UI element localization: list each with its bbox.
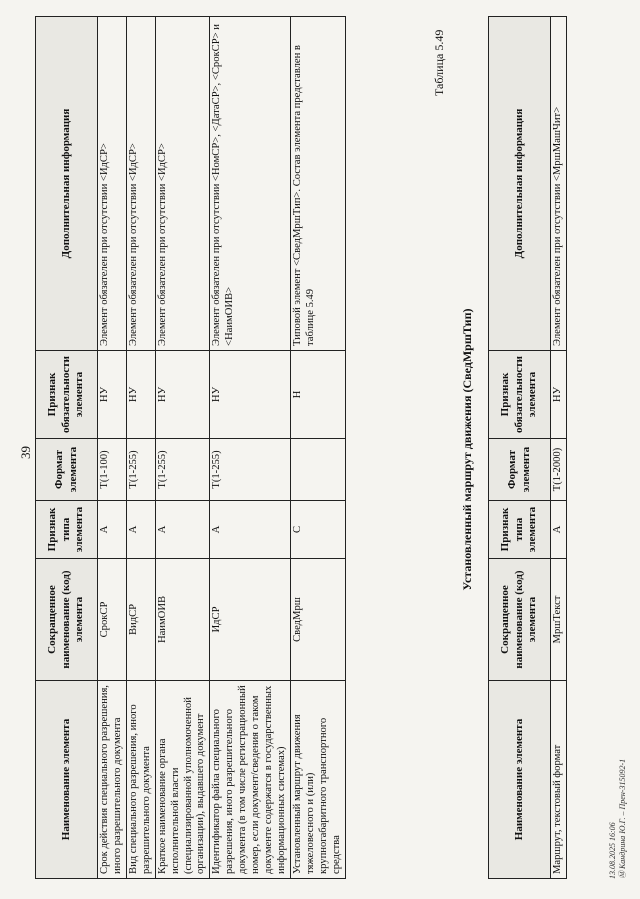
- header-name: Наименование элемента: [36, 681, 98, 879]
- header-type: Признак типа элемента: [36, 501, 98, 559]
- header-info: Дополнительная информация: [489, 17, 551, 351]
- signature-stamp: [608, 759, 629, 879]
- cell-format: T(1-2000): [551, 439, 567, 501]
- cell-format: T(1-255): [155, 439, 210, 501]
- cell-short: МршТекст: [551, 559, 567, 681]
- table-title: Установленный маршрут движения (СведМршТип): [460, 308, 474, 591]
- header-req: Признак обязательности элемента: [489, 351, 551, 439]
- table-row: [98, 17, 127, 879]
- page-number: 39: [18, 446, 33, 459]
- cell-req: НУ: [98, 351, 127, 439]
- cell-format: T(1-100): [98, 439, 127, 501]
- cell-info: Элемент обязателен при отсутствии <МршМашЧит>: [551, 17, 567, 351]
- table-row: [126, 17, 155, 879]
- header-type: Признак типа элемента: [489, 501, 551, 559]
- cell-type: А: [98, 501, 127, 559]
- cell-name: Вид специального разрешения, иного разрешительного документа: [126, 681, 155, 879]
- cell-name: Срок действия специального разрешения, иного разрешительного документа: [98, 681, 127, 879]
- cell-info: Элемент обязателен при отсутствии <ИдСР>: [126, 17, 155, 351]
- stamp-signer: Ⓜ Кандрина Ю.Г. – Прен-315092-1: [618, 758, 628, 879]
- cell-name: Установленный маршрут движения тяжеловесного и (или) крупногабаритного транспортного средства: [290, 681, 345, 879]
- table-header-row: [36, 17, 98, 879]
- cell-format: T(1-255): [210, 439, 291, 501]
- stamp-date: 13.08.2025 16:06: [608, 822, 617, 879]
- cell-info: Элемент обязателен при отсутствии <ИдСР>: [98, 17, 127, 351]
- cell-req: Н: [290, 351, 345, 439]
- table-row: [290, 17, 345, 879]
- cell-type: А: [155, 501, 210, 559]
- header-short: Сокращенное наименование (код) элемента: [489, 559, 551, 681]
- cell-type: А: [126, 501, 155, 559]
- table-label: Таблица 5.49: [432, 29, 446, 96]
- table-row: [551, 17, 567, 879]
- header-format: Формат элемента: [36, 439, 98, 501]
- cell-format: [290, 439, 345, 501]
- cell-info: Типовой элемент <СведМршТип>. Состав элемента представлен в таблице 5.49: [290, 17, 345, 351]
- header-name: Наименование элемента: [489, 681, 551, 879]
- cell-type: С: [290, 501, 345, 559]
- cell-req: НУ: [126, 351, 155, 439]
- cell-short: НаимОИВ: [155, 559, 210, 681]
- cell-short: СрокСР: [98, 559, 127, 681]
- header-format: Формат элемента: [489, 439, 551, 501]
- header-req: Признак обязательности элемента: [36, 351, 98, 439]
- header-short: Сокращенное наименование (код) элемента: [36, 559, 98, 681]
- cell-format: T(1-255): [126, 439, 155, 501]
- cell-short: ИдСР: [210, 559, 291, 681]
- table-row: [210, 17, 291, 879]
- cell-req: НУ: [551, 351, 567, 439]
- cell-type: А: [210, 501, 291, 559]
- cell-short: СведМрш: [290, 559, 345, 681]
- cell-info: Элемент обязателен при отсутствии <ИдСР>: [155, 17, 210, 351]
- cell-name: Идентификатор файла специального разрешения, иного разрешительного документа (в том числе регистрационный номер, если документ/сведения о таком документе содержатся в государственных информационных системах): [210, 681, 291, 879]
- cell-req: НУ: [210, 351, 291, 439]
- cell-info: Элемент обязателен при отсутствии <НомСР>, <ДатаСР>, <СрокСР> и <НаимОИВ>: [210, 17, 291, 351]
- cell-name: Маршрут, текстовый формат: [551, 681, 567, 879]
- elements-table: [35, 16, 346, 879]
- cell-req: НУ: [155, 351, 210, 439]
- cell-type: А: [551, 501, 567, 559]
- table-row: [155, 17, 210, 879]
- header-info: Дополнительная информация: [36, 17, 98, 351]
- table-header-row: [489, 17, 551, 879]
- route-table: [488, 16, 567, 879]
- cell-short: ВидСР: [126, 559, 155, 681]
- cell-name: Краткое наименование органа исполнительной власти (специализированной уполномоченной организации), выдавшего документ: [155, 681, 210, 879]
